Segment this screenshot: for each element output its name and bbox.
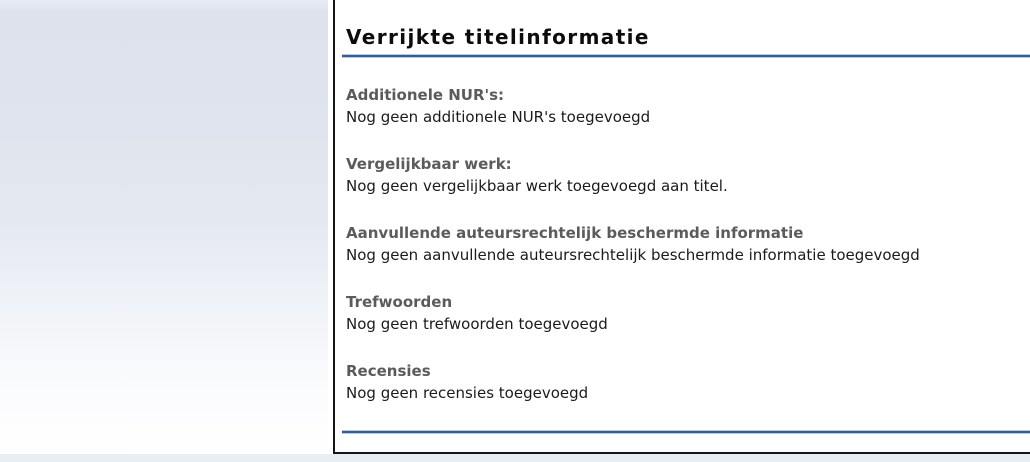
page-bottom-strip <box>0 454 1030 462</box>
section-trefwoorden <box>346 293 1020 334</box>
section-empty-message-recensies: Nog geen recensies toegevoegd <box>346 384 589 402</box>
section-empty-message-auteursrechtelijke-informatie: Nog geen aanvullende auteursrechtelijk beschermde informatie toegevoegd <box>346 246 920 264</box>
section-empty-message-vergelijkbaar-werk: Nog geen vergelijkbaar werk toegevoegd aan titel. <box>346 177 728 195</box>
bottom-divider-rule <box>342 431 1030 433</box>
title-divider-rule <box>342 55 1030 57</box>
section-auteursrechtelijke-informatie <box>346 224 1020 265</box>
section-additionele-nurs <box>346 86 1020 127</box>
section-heading-additionele-nurs: Additionele NUR's: <box>346 86 505 104</box>
section-empty-message-additionele-nurs: Nog geen additionele NUR's toegevoegd <box>346 108 651 126</box>
section-heading-recensies: Recensies <box>346 362 431 380</box>
section-recensies <box>346 362 1020 403</box>
section-heading-vergelijkbaar-werk: Vergelijkbaar werk: <box>346 155 512 173</box>
section-heading-trefwoorden: Trefwoorden <box>346 293 453 311</box>
section-heading-auteursrechtelijke-informatie: Aanvullende auteursrechtelijk beschermde informatie <box>346 224 804 242</box>
section-vergelijkbaar-werk <box>346 155 1020 196</box>
page-title: Verrijkte titelinformatie <box>346 25 650 49</box>
section-empty-message-trefwoorden: Nog geen trefwoorden toegevoegd <box>346 315 608 333</box>
enriched-title-info-panel <box>333 0 1030 454</box>
page-background-gradient <box>0 0 328 454</box>
